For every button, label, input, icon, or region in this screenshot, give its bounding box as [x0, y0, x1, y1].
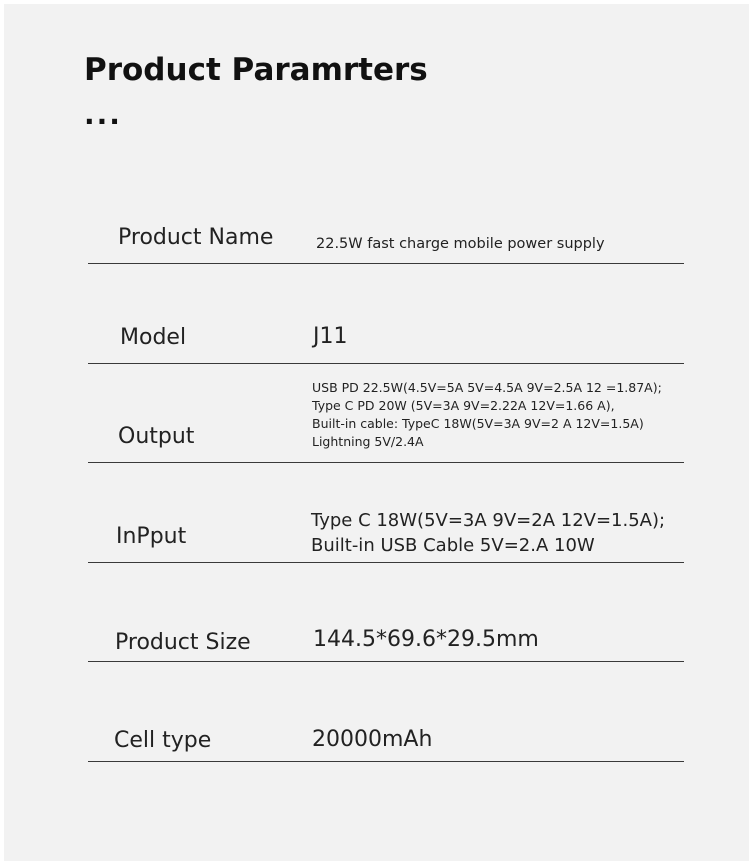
row-divider — [88, 263, 684, 264]
row-divider — [88, 462, 684, 463]
model-label: Model — [120, 325, 187, 350]
output-line: Type C PD 20W (5V=3A 9V=2.22A 12V=1.66 A), — [312, 398, 615, 413]
row-divider — [88, 761, 684, 762]
row-divider — [88, 363, 684, 364]
model-value: J11 — [313, 324, 348, 349]
output-line: Built-in cable: TypeC 18W(5V=3A 9V=2 A 12V=1.5A) — [312, 416, 644, 431]
product-size-label: Product Size — [115, 630, 251, 655]
row-divider — [88, 661, 684, 662]
output-label: Output — [118, 424, 195, 449]
product-size-value: 144.5*69.6*29.5mm — [313, 627, 539, 652]
output-value — [312, 379, 662, 451]
input-line: Type C 18W(5V=3A 9V=2A 12V=1.5A); — [311, 510, 666, 531]
cell-type-value: 20000mAh — [312, 727, 433, 752]
input-value — [311, 508, 665, 558]
output-line: Lightning 5V/2.4A — [312, 434, 424, 449]
row-divider — [88, 562, 684, 563]
input-label: InPput — [116, 524, 187, 549]
input-line: Built-in USB Cable 5V=2.A 10W — [311, 535, 595, 556]
product-name-label: Product Name — [118, 225, 274, 250]
output-line: USB PD 22.5W(4.5V=5A 5V=4.5A 9V=2.5A 12 =1.87A); — [312, 380, 662, 395]
page-title: Product Paramrters — [84, 52, 428, 88]
product-name-value: 22.5W fast charge mobile power supply — [316, 236, 605, 252]
cell-type-label: Cell type — [114, 728, 212, 753]
title-ellipsis: ... — [84, 98, 122, 131]
